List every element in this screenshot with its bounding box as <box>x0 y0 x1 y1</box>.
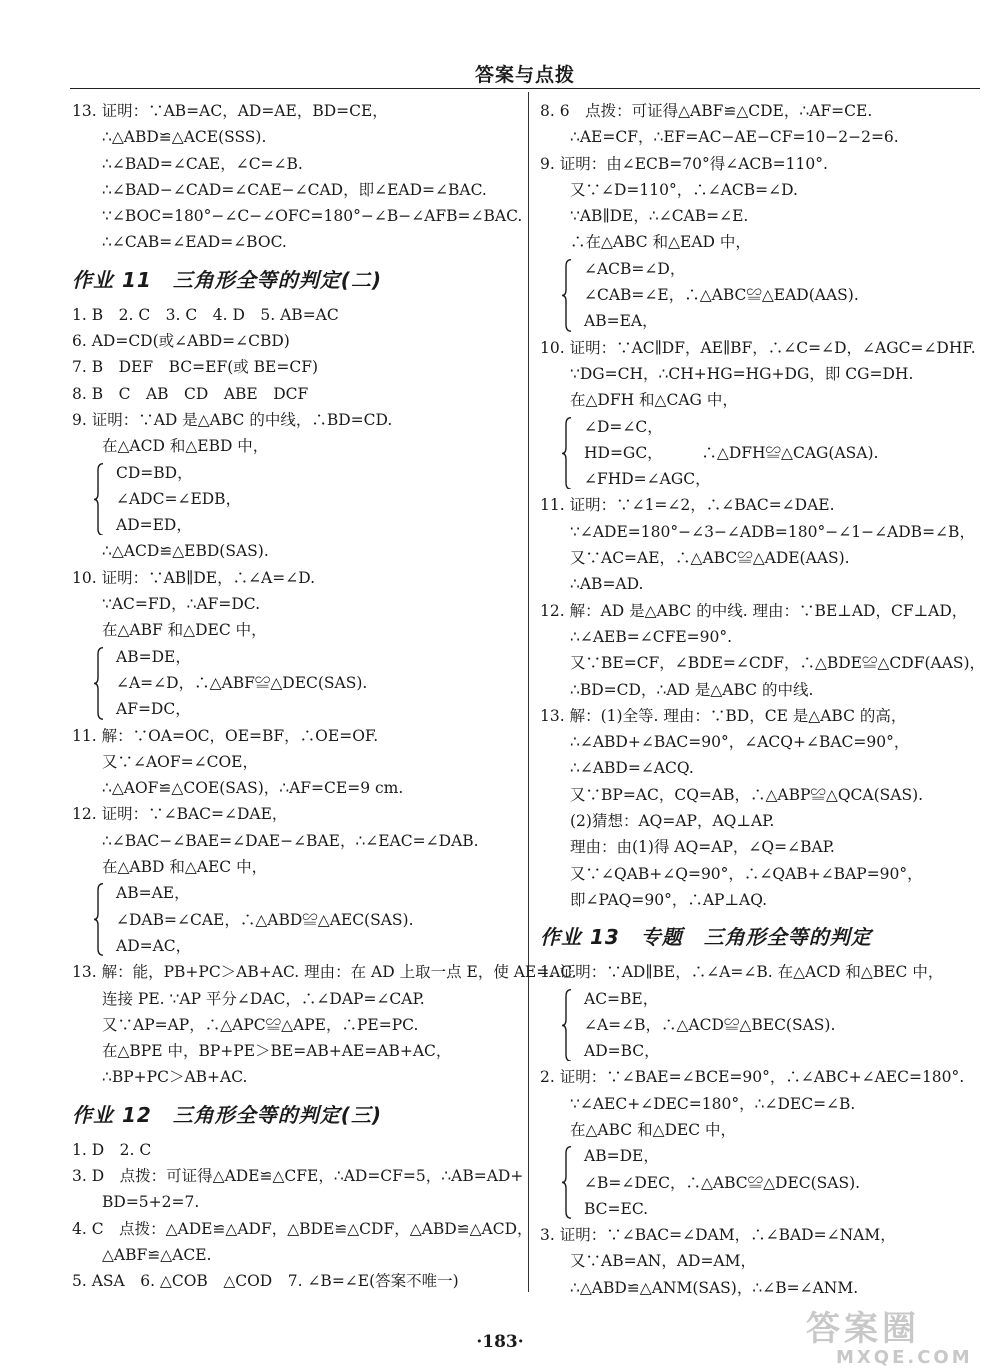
header-title: 答案与点拨 <box>474 64 575 86</box>
brace-group <box>72 880 520 959</box>
text-line: ∠B=∠DEC，∴△ABC≌△DEC(SAS). <box>584 1173 861 1192</box>
answer-block <box>72 1137 533 1295</box>
text-line: ∵∠BOC=180°−∠C−∠OFC=180°−∠B−∠AFB=∠BAC. <box>102 207 523 226</box>
text-line: 又∵AP=AP，∴△APC≌△APE，∴PE=PC. <box>102 1015 419 1034</box>
text-line: 12. 证明：∵∠BAC=∠DAE， <box>72 805 288 824</box>
page-number: ·183· <box>476 1332 524 1352</box>
text-line: ∴AE=CF，∴EF=AC−AE−CF=10−2−2=6. <box>570 128 899 147</box>
answer-block <box>540 959 988 985</box>
text-line: 理由：由(1)得 AQ=AP，∠Q=∠BAP. <box>570 838 835 857</box>
text-line: 3. 证明：∵∠BAC=∠DAM，∴∠BAD=∠NAM， <box>540 1226 896 1245</box>
text-line: 13. 证明：∵AB=AC，AD=AE，BD=CE， <box>72 102 388 120</box>
text-line: △ABF≌△ACE. <box>102 1245 212 1264</box>
text-line: ∴在△ABC 和△EAD 中， <box>570 233 751 252</box>
text-line: 又∵∠D=110°，∴∠ACB=∠D. <box>570 180 798 199</box>
text-line: 即∠PAQ=90°，∴AP⊥AQ. <box>570 890 768 909</box>
text-line: (2)猜想：AQ=AP，AQ⊥AP. <box>570 812 775 831</box>
text-line: ∵AB∥DE，∴∠CAB=∠E. <box>570 207 749 226</box>
text-line: 10. 证明：∵AB∥DE，∴∠A=∠D. <box>72 568 316 587</box>
answer-block <box>72 959 577 1090</box>
text-line: ∠A=∠B，∴△ACD≌△BEC(SAS). <box>584 1015 836 1034</box>
text-line: 连接 PE. ∵AP 平分∠DAC，∴∠DAP=∠CAP. <box>102 989 425 1008</box>
text-line: AB=AE， <box>116 884 190 903</box>
text-line: AD=AC， <box>116 936 192 955</box>
answer-block <box>540 492 988 913</box>
brace-group <box>540 1143 988 1222</box>
left-brace-icon <box>94 883 104 956</box>
text-line: 12. 解：AD 是△ABC 的中线. 理由：∵BE⊥AD，CF⊥AD， <box>540 601 968 620</box>
left-brace-icon <box>562 417 572 490</box>
text-line: AB=DE， <box>116 647 191 666</box>
text-line: 11. 证明：∵∠1=∠2，∴∠BAC=∠DAE. <box>540 496 835 515</box>
watermark-logo-text: 答案圈 <box>806 1309 920 1349</box>
answer-block <box>540 1064 988 1143</box>
left-brace-icon <box>562 989 572 1062</box>
text-line: AD=BC， <box>584 1042 660 1061</box>
text-line: ∠DAB=∠CAE，∴△ABD≌△AEC(SAS). <box>116 910 414 929</box>
answer-block <box>72 98 523 256</box>
text-line: 4. C 点拨：△ADE≌△ADF，△BDE≌△CDF，△ABD≌△ACD， <box>72 1219 533 1238</box>
text-line: ∴∠ABD+∠BAC=90°，∠ACQ+∠BAC=90°， <box>570 733 910 752</box>
text-line: 2. 证明：∵∠BAE=∠BCE=90°，∴∠ABC+∠AEC=180°. <box>540 1068 965 1087</box>
text-line: ∠ACB=∠D， <box>584 259 686 278</box>
text-line: AD=ED， <box>116 516 192 535</box>
text-line: ∠ADC=∠EDB， <box>116 489 242 508</box>
text-line: ∴△ACD≌△EBD(SAS). <box>102 542 269 561</box>
text-line: 又∵BP=AC，CQ=AB，∴△ABP≌△QCA(SAS). <box>570 785 924 804</box>
text-line: ∴∠AEB=∠CFE=90°. <box>570 627 733 646</box>
text-line: AC=BE， <box>584 989 659 1008</box>
text-line: CD=BD， <box>116 463 193 482</box>
left-brace-icon <box>562 259 572 332</box>
text-line: 13. 解：能，PB+PC＞AB+AC. 理由：在 AD 上取一点 E，使 AE=AC. <box>72 963 577 982</box>
text-line: ∠FHD=∠AGC， <box>584 470 711 489</box>
text-line: 13. 解：(1)全等. 理由：∵BD，CE 是△ABC 的高， <box>540 706 907 725</box>
answer-block <box>72 723 520 881</box>
text-line: ∴∠ABD=∠ACQ. <box>570 759 694 778</box>
text-line: ∵∠AEC+∠DEC=180°，∴∠DEC=∠B. <box>570 1094 856 1113</box>
text-line: HD=GC， ∴△DFH≌△CAG(ASA). <box>584 443 879 462</box>
section-heading: 作业 12 三角形全等的判定(三) <box>72 1102 383 1127</box>
text-line: 1. 证明：∵AD∥BE，∴∠A=∠B. 在△ACD 和△BEC 中， <box>540 963 944 982</box>
text-line: ∴∠BAD=∠CAE，∠C=∠B. <box>102 154 303 173</box>
text-line: ∴BD=CD，∴AD 是△ABC 的中线. <box>570 680 814 699</box>
brace-group <box>72 460 520 539</box>
text-line: 6. AD=CD(或∠ABD=∠CBD) <box>72 332 290 351</box>
brace-group <box>540 256 988 335</box>
text-line: ∴∠CAB=∠EAD=∠BOC. <box>102 233 287 252</box>
text-line: 10. 证明：∵AC∥DF，AE∥BF，∴∠C=∠D，∠AGC=∠DHF. <box>540 338 976 357</box>
text-line: ∴△ABD≌△ACE(SSS). <box>102 128 267 147</box>
answer-block <box>540 335 988 414</box>
text-line: 在△ABF 和△DEC 中， <box>102 621 267 640</box>
text-line: 在△DFH 和△CAG 中， <box>570 391 738 410</box>
text-line: 在△ACD 和△EBD 中， <box>102 437 269 456</box>
text-line: ∵DG=CH，∴CH+HG=HG+DG，即 CG=DH. <box>570 364 914 383</box>
text-line: ∴∠BAC−∠BAE=∠DAE−∠BAE，∴∠EAC=∠DAB. <box>102 831 479 850</box>
text-line: 在△ABC 和△DEC 中， <box>570 1120 737 1139</box>
text-line: ∴∠BAD−∠CAD=∠CAE−∠CAD，即∠EAD=∠BAC. <box>102 180 487 199</box>
text-line: BC=EC. <box>584 1199 649 1218</box>
text-line: ∴△AOF≌△COE(SAS)，∴AF=CE=9 cm. <box>102 779 404 798</box>
answer-block <box>540 1222 988 1301</box>
text-line: 1. B 2. C 3. C 4. D 5. AB=AC <box>72 305 339 324</box>
left-brace-icon <box>94 463 104 536</box>
left-column <box>72 98 577 1294</box>
brace-group <box>540 986 988 1065</box>
brace-group <box>540 414 988 493</box>
section-heading: 作业 11 三角形全等的判定(二) <box>72 267 383 292</box>
text-line: 8. 6 点拨：可证得△ABF≌△CDE，∴AF=CE. <box>540 102 873 120</box>
page-header <box>70 56 980 89</box>
text-line: ∵AC=FD，∴AF=DC. <box>102 595 261 614</box>
text-line: 9. 证明：由∠ECB=70°得∠ACB=110°. <box>540 154 828 173</box>
text-line: AB=DE， <box>584 1147 659 1166</box>
text-line: 9. 证明：∵AD 是△ABC 的中线，∴BD=CD. <box>72 410 393 429</box>
text-line: 5. ASA 6. △COB △COD 7. ∠B=∠E(答案不唯一) <box>72 1272 459 1291</box>
text-line: ∠CAB=∠E，∴△ABC≌△EAD(AAS). <box>584 286 859 305</box>
text-line: 又∵AB=AN，AD=AM， <box>570 1252 757 1271</box>
text-line: 8. B C AB CD ABE DCF <box>72 384 309 403</box>
answer-block <box>72 302 520 460</box>
column-divider <box>528 92 529 1292</box>
text-line: 1. D 2. C <box>72 1140 152 1159</box>
text-line: BD=5+2=7. <box>102 1193 200 1212</box>
text-line: ∵∠ADE=180°−∠3−∠ADB=180°−∠1−∠ADB=∠B， <box>570 522 975 541</box>
text-line: 又∵∠QAB+∠Q=90°，∴∠QAB+∠BAP=90°， <box>570 864 923 883</box>
text-line: 7. B DEF BC=EF(或 BE=CF) <box>72 358 319 377</box>
text-line: ∴△ABD≌△ANM(SAS)，∴∠B=∠ANM. <box>570 1278 859 1297</box>
text-line: ∴AB=AD. <box>570 575 644 594</box>
text-line: ∠D=∠C， <box>584 417 663 436</box>
text-line: 3. D 点拨：可证得△ADE≌△CFE，∴AD=CF=5，∴AB=AD+ <box>72 1166 524 1185</box>
right-column <box>540 98 988 1301</box>
text-line: 又∵BE=CF，∠BDE=∠CDF，∴△BDE≌△CDF(AAS)， <box>570 654 986 673</box>
text-line: AB=EA， <box>584 312 658 331</box>
left-brace-icon <box>94 647 104 720</box>
text-line: 又∵AC=AE，∴△ABC≌△ADE(AAS). <box>570 549 850 568</box>
watermark-url: MXQE.COM <box>836 1347 973 1368</box>
text-line: 在△ABD 和△AEC 中， <box>102 858 268 877</box>
text-line: ∴BP+PC＞AB+AC. <box>102 1068 248 1087</box>
answer-block <box>72 538 520 643</box>
text-line: 在△BPE 中，BP+PE＞BE=AB+AE=AB+AC， <box>102 1042 452 1061</box>
left-brace-icon <box>562 1146 572 1219</box>
brace-group <box>72 644 520 723</box>
text-line: 又∵∠AOF=∠COE， <box>102 752 258 771</box>
text-line: ∠A=∠D，∴△ABF≌△DEC(SAS). <box>116 673 368 692</box>
text-line: 11. 解：∵OA=OC，OE=BF，∴OE=OF. <box>72 726 379 745</box>
answer-block <box>540 98 988 256</box>
section-heading: 作业 13 专题 三角形全等的判定 <box>540 925 872 950</box>
site-watermark <box>806 1310 988 1370</box>
text-line: AF=DC， <box>116 700 191 719</box>
